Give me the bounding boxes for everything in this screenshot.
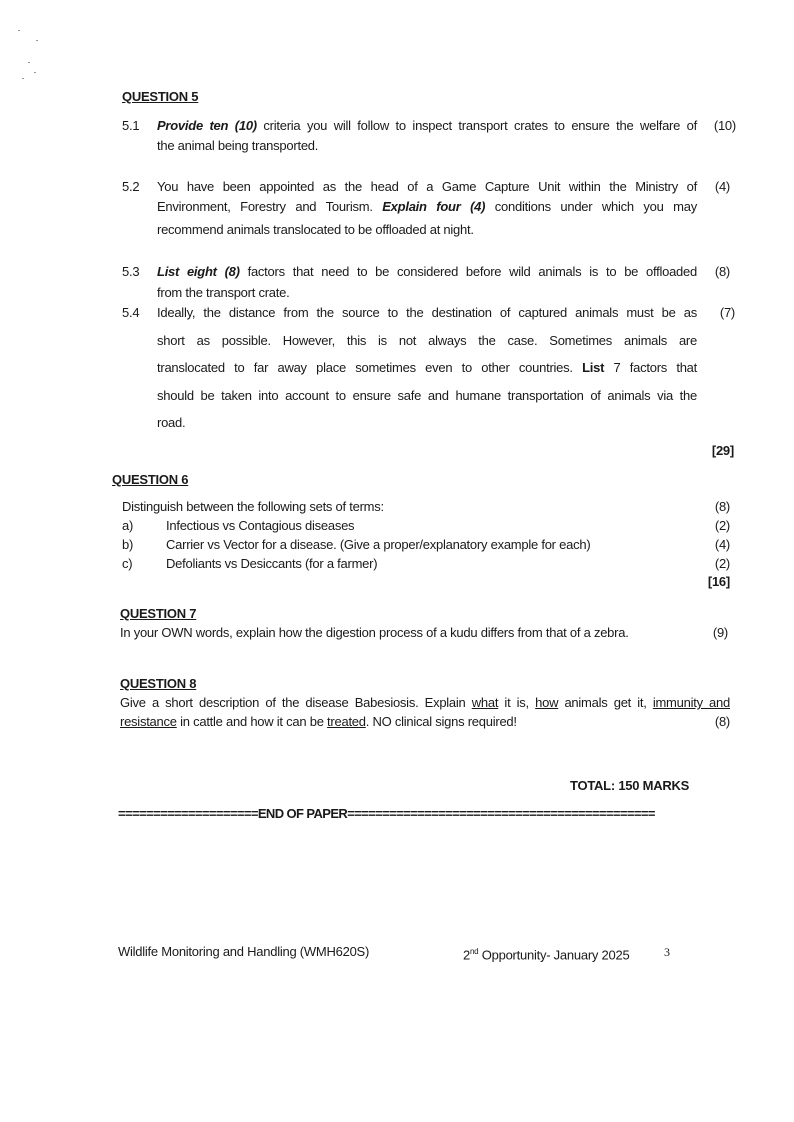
text-segment: treated	[327, 714, 366, 729]
question-7-heading: QUESTION 7	[120, 606, 197, 621]
text-segment: translocated to far away place sometimes even to other countries.	[157, 360, 583, 375]
text-segment: conditions under which you may	[485, 199, 697, 214]
text-segment: factors that need to be considered before wild animals is to be offloaded	[239, 264, 697, 279]
text-segment: it is,	[498, 695, 536, 710]
text-segment: road.	[157, 415, 186, 430]
item-text-line	[157, 284, 289, 302]
item-text-line	[157, 137, 318, 155]
item-marks: (4)	[714, 179, 730, 194]
item-text-line	[157, 117, 697, 135]
sub-item-label: b)	[122, 537, 134, 552]
text-segment: what	[471, 695, 499, 710]
item-text-line	[157, 221, 474, 239]
item-text-line	[157, 359, 697, 377]
text-segment: from the transport crate.	[157, 285, 290, 300]
text-segment: Explain four (4)	[382, 199, 486, 214]
item-marks: (7)	[719, 305, 735, 320]
text-segment: Give a short description of the disease Babesiosis. Explain	[120, 695, 472, 710]
page-number: 3	[664, 945, 670, 959]
sub-item-marks: (2)	[714, 518, 730, 533]
question-8-line	[120, 694, 730, 712]
question-6-intro: Distinguish between the following sets of terms:	[122, 499, 384, 514]
sub-item-label: c)	[122, 556, 133, 571]
total-marks: TOTAL: 150 MARKS	[570, 778, 690, 793]
text-segment: how	[535, 695, 559, 710]
text-segment: List eight (8)	[157, 264, 240, 279]
text-segment: 7 factors that	[604, 360, 698, 375]
text-segment: You have been appointed as the head of a Game Capture Unit within the Ministry of	[157, 179, 697, 194]
item-number: 5.4	[122, 305, 140, 320]
footer-opportunity	[463, 943, 629, 964]
text-segment: immunity and	[652, 695, 730, 710]
item-text-line	[157, 414, 185, 432]
end-rule-left: ====================	[118, 806, 258, 821]
text-segment: List	[582, 360, 605, 375]
opp-sup: nd	[469, 947, 479, 956]
question-5-total: [29]	[711, 443, 734, 458]
question-7-marks: (9)	[712, 625, 728, 640]
text-segment: criteria you will follow to inspect transport crates to ensure the welfare of	[256, 118, 697, 133]
opp-text: Opportunity- January 2025	[478, 947, 630, 963]
text-segment: should be taken into account to ensure safe and humane transportation of animals via the	[157, 388, 697, 403]
sub-item-marks: (2)	[714, 556, 730, 571]
sub-item-text: Carrier vs Vector for a disease. (Give a proper/explanatory example for each)	[166, 537, 591, 552]
text-segment: in cattle and how it can be	[176, 714, 328, 729]
item-text-line	[157, 304, 697, 322]
question-6-heading: QUESTION 6	[112, 472, 189, 487]
end-of-paper	[118, 805, 655, 823]
text-segment: the animal being transported.	[157, 138, 319, 153]
text-segment: animals get it,	[558, 695, 653, 710]
item-text-line	[157, 178, 697, 196]
sub-item-text: Infectious vs Contagious diseases	[166, 518, 355, 533]
text-segment: resistance	[120, 714, 177, 729]
item-marks: (8)	[714, 264, 730, 279]
item-text-line	[157, 263, 697, 281]
item-text-line	[157, 198, 697, 216]
question-8-line	[120, 713, 517, 731]
text-segment: . NO clinical signs required!	[365, 714, 517, 729]
item-number: 5.3	[122, 264, 140, 279]
end-rule-right: ============================================	[347, 806, 655, 821]
opp-num: 2	[463, 947, 470, 963]
footer-course: Wildlife Monitoring and Handling (WMH620S)	[118, 944, 370, 959]
question-7-text: In your OWN words, explain how the digestion process of a kudu differs from that of a zebra.	[120, 625, 629, 640]
question-8-heading: QUESTION 8	[120, 676, 197, 691]
item-number: 5.1	[122, 118, 140, 133]
text-segment: Ideally, the distance from the source to the destination of captured animals must be as	[157, 305, 697, 320]
question-6-total: [16]	[707, 574, 730, 589]
text-segment: Provide ten (10)	[157, 118, 257, 133]
item-number: 5.2	[122, 179, 140, 194]
sub-item-text: Defoliants vs Desiccants (for a farmer)	[166, 556, 378, 571]
sub-item-marks: (4)	[714, 537, 730, 552]
question-5-heading: QUESTION 5	[122, 89, 199, 104]
text-segment: recommend animals translocated to be offloaded at night.	[157, 222, 474, 237]
item-text-line	[157, 332, 697, 350]
end-label: END OF PAPER	[257, 806, 348, 821]
item-text-line	[157, 387, 697, 405]
text-segment: short as possible. However, this is not always the case. Sometimes animals are	[157, 333, 697, 348]
item-marks: (10)	[713, 118, 736, 133]
question-8-marks: (8)	[714, 714, 730, 729]
question-6-intro-marks: (8)	[714, 499, 730, 514]
sub-item-label: a)	[122, 518, 134, 533]
text-segment: Environment, Forestry and Tourism.	[157, 199, 383, 214]
